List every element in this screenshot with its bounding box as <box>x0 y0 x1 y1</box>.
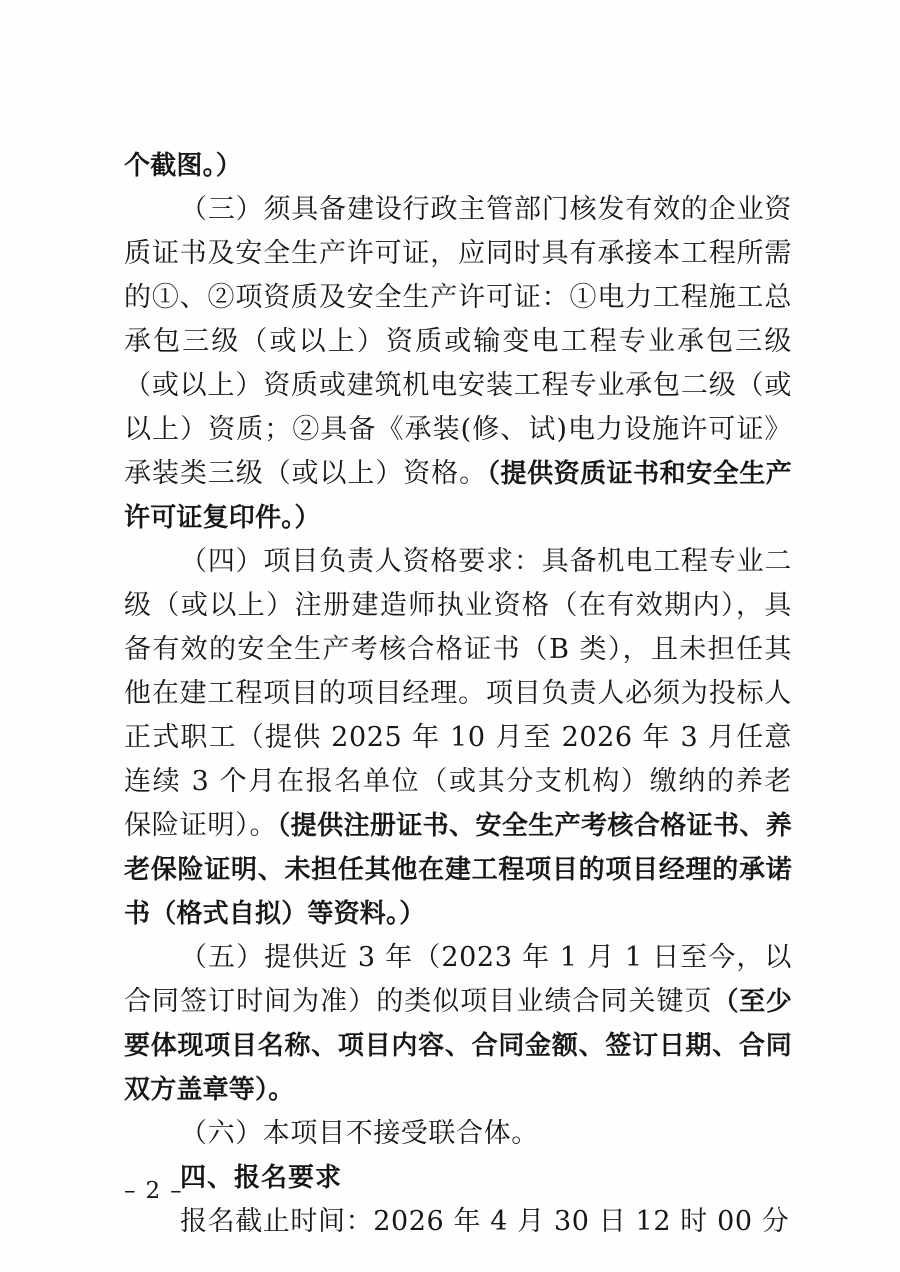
document-text-body <box>124 144 792 1244</box>
paragraph-item-6-run-normal: （六）本项目不接受联合体。 <box>180 1118 539 1149</box>
page-footer <box>124 1178 792 1204</box>
paragraph-item-5 <box>124 936 792 1112</box>
continuation-line <box>124 144 792 188</box>
footer-page-number: 2 <box>145 1178 165 1204</box>
paragraph-item-4-run-normal: （四）项目负责人资格要求：具备机电工程专业二级（或以上）注册建造师执业资格（在有效期内），具备有效的安全生产考核合格证书（B 类），且未担任其他在建工程项目的项目经理。项目负责人必须为投标人正式职工（提供 2025 年 10 月至 2026 年 3 月任意连续 3 个月在报名单位（或其分支机构）缴纳的养老保险证明）。 <box>124 546 792 841</box>
paragraph-item-5-run-normal: （五）提供近 3 年（2023 年 1 月 1 日至今，以合同签订时间为准）的类似项目业绩合同关键页 <box>124 942 792 1017</box>
paragraph-item-4-run-bold: （提供注册证书、安全生产考核合格证书、养老保险证明、未担任其他在建工程项目的项目经理的承诺书（格式自拟）等资料。） <box>124 811 792 929</box>
registration-deadline-line: 报名截止时间：2026 年 4 月 30 日 12 时 00 分 <box>180 1206 790 1237</box>
paragraph-item-6 <box>124 1112 792 1156</box>
paragraph-item-3-run-normal: （三）须具备建设行政主管部门核发有效的企业资质证书及安全生产许可证，应同时具有承接本工程所需的①、②项资质及安全生产许可证：①电力工程施工总承包三级（或以上）资质或输变电工程专业承包三级（或以上）资质或建筑机电安装工程专业承包二级（或以上）资质；②具备《承装(修、试)电力设施许可证》承装类三级（或以上）资格。 <box>124 194 792 489</box>
section-heading-registration-requirements: 四、报名要求 <box>180 1163 343 1193</box>
continuation-line-text: 个截图。） <box>124 151 243 181</box>
paragraph-item-3-run-bold: （提供资质证书和安全生产许可证复印件。） <box>124 459 792 533</box>
footer-dash-left: – <box>124 1178 140 1204</box>
paragraph-item-5-run-bold: （至少要体现项目名称、项目内容、合同金额、签订日期、合同双方盖章等）。 <box>124 987 792 1105</box>
footer-dash-right: – <box>170 1178 186 1204</box>
paragraph-item-3 <box>124 188 792 540</box>
paragraph-item-4 <box>124 540 792 936</box>
